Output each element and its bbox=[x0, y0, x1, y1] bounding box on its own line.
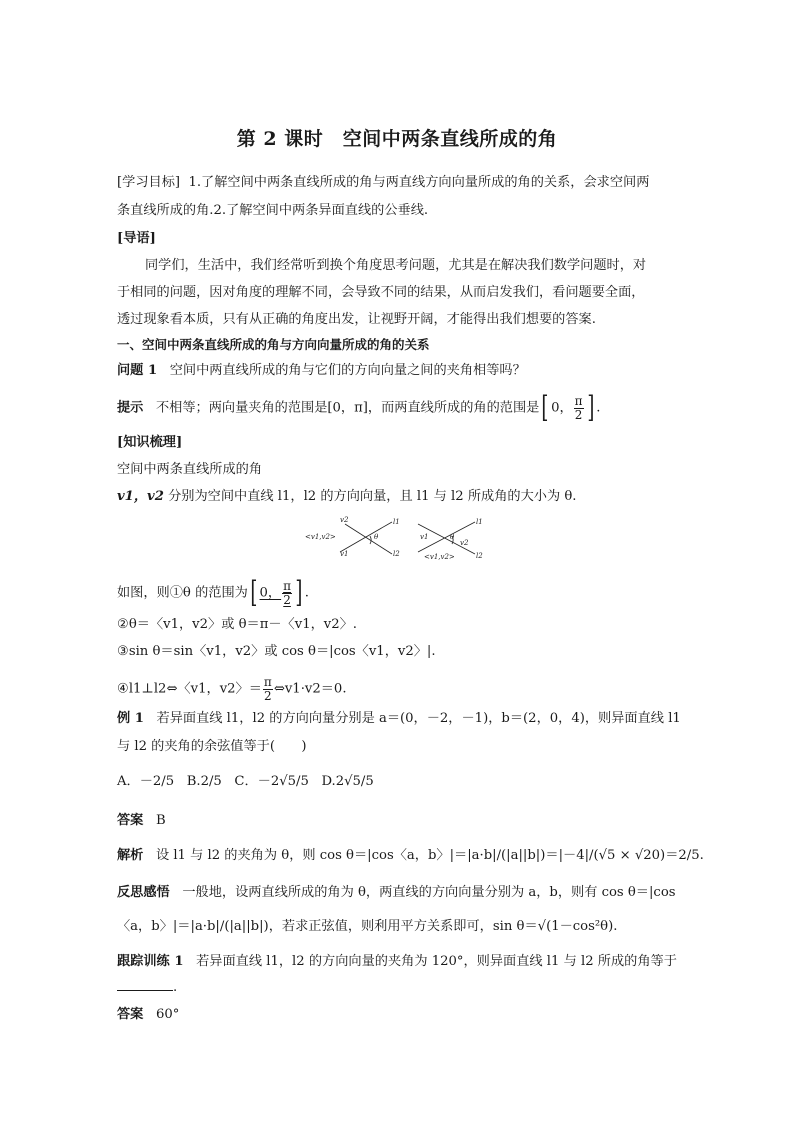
question-1 bbox=[117, 364, 526, 377]
practice-1-blank-line: . bbox=[117, 978, 177, 994]
question-1-label: 问题 1 bbox=[117, 363, 158, 378]
objectives-text-1: 1.了解空间中两条直线所成的角与两直线方向向量所成的角的关系，会求空间两 bbox=[188, 175, 650, 190]
fig-l2-left: l2 bbox=[393, 550, 400, 558]
hint-text: 不相等；两向量夹角的范围是[0，π]，而两直线所成的角的范围是 bbox=[155, 400, 540, 416]
item1-left-bracket: [ bbox=[250, 575, 258, 610]
item4-prefix: ④l1⊥l2⇔〈v1，v2〉＝ bbox=[117, 681, 262, 697]
vector-names: v1，v2 bbox=[117, 489, 164, 504]
reflection-line-1 bbox=[117, 886, 676, 899]
fig-l2-right: l2 bbox=[476, 552, 483, 560]
reflection-text-1: 一般地，设两直线所成的角为 θ，两直线的方向向量分别为 a，b，则有 cos θ＝|cos bbox=[182, 885, 676, 900]
fig-theta-right: θ bbox=[450, 533, 455, 541]
objectives-text-2: 条直线所成的角.2.了解空间中两条异面直线的公垂线. bbox=[117, 203, 429, 218]
option-c: C．－2√5/5 bbox=[234, 774, 309, 789]
practice-1-line-1 bbox=[117, 955, 677, 968]
item1-fraction bbox=[282, 580, 292, 606]
example-1-answer bbox=[117, 814, 166, 827]
fig-l1-left: l1 bbox=[393, 518, 400, 526]
intro-paragraph-2: 于相同的问题，因对角度的理解不同，会导致不同的结果，从而启发我们，看问题要全面， bbox=[117, 285, 645, 300]
objectives-label: [学习目标] bbox=[117, 175, 181, 190]
answer-value: B bbox=[155, 813, 166, 828]
example-1-options bbox=[117, 775, 374, 788]
item4-suffix: ⇔v1·v2＝0. bbox=[273, 681, 347, 697]
objectives-line-1 bbox=[117, 176, 649, 189]
option-b: B.2/5 bbox=[186, 774, 222, 789]
fig-v2-right: v2 bbox=[460, 539, 469, 547]
line-l2-left bbox=[345, 524, 392, 554]
item1-fraction-den: 2 bbox=[283, 592, 291, 607]
fig-angle-left: <v1,v2> bbox=[305, 533, 336, 541]
answer-label: 答案 bbox=[117, 813, 144, 828]
item1-range-start: 0， bbox=[259, 585, 282, 601]
hint-range-start: 0， bbox=[551, 400, 573, 416]
item1-right-bracket: ] bbox=[295, 575, 303, 610]
reflection-label: 反思感悟 bbox=[117, 885, 170, 900]
page-title: 第 2 课时 空间中两条直线所成的角 bbox=[236, 128, 558, 150]
example-1-text-2: 与 l2 的夹角的余弦值等于( ) bbox=[117, 739, 307, 754]
knowledge-item-2: ②θ＝〈v1，v2〉或 θ＝π－〈v1，v2〉. bbox=[117, 617, 357, 632]
line-l1-left bbox=[340, 522, 392, 552]
option-d: D.2√5/5 bbox=[321, 774, 374, 789]
example-1-line-1 bbox=[117, 712, 681, 725]
practice-1-label: 跟踪训练 1 bbox=[117, 954, 184, 969]
example-1-analysis bbox=[117, 849, 704, 862]
fig-v2-left: v2 bbox=[340, 516, 349, 524]
v2-label: v2 bbox=[147, 489, 164, 504]
knowledge-label: [知识梳理] bbox=[117, 435, 183, 450]
knowledge-item-3: ③sin θ＝sin〈v1，v2〉或 cos θ＝|cos〈v1，v2〉|. bbox=[117, 644, 436, 659]
hint-fraction-num: π bbox=[574, 393, 583, 408]
fig-v1-left: v1 bbox=[340, 550, 349, 558]
item4-fraction-num: π bbox=[263, 675, 272, 689]
right-bracket: ] bbox=[586, 390, 594, 425]
knowledge-item-1: 如图，则①θ 的范围为[ 0， $\frac{\pi}{2}$ ] . bbox=[117, 575, 309, 610]
item4-fraction-den: 2 bbox=[264, 688, 272, 703]
intro-label: [导语] bbox=[117, 231, 156, 246]
v1-label: v1 bbox=[117, 489, 134, 504]
item4-fraction bbox=[263, 676, 273, 702]
intro-paragraph-1: 同学们，生活中，我们经常听到换个角度思考问题，尤其是在解决我们数学问题时，对 bbox=[145, 258, 647, 273]
analysis-text: 设 l1 与 l2 的夹角为 θ，则 cos θ＝|cos〈a，b〉|＝|a·b|/(|a||b|)＝|－4|/(√5 × √20)＝2/5. bbox=[155, 848, 704, 863]
reflection-text-2: 〈a，b〉|＝|a·b|/(|a||b|)，若求正弦值，则利用平方关系即可，sin θ＝√(1－cos²θ). bbox=[117, 919, 618, 934]
knowledge-intro-text: 分别为空间中直线 l1，l2 的方向向量，且 l1 与 l2 所成角的大小为 θ. bbox=[168, 489, 577, 504]
answer-blank bbox=[117, 978, 173, 991]
intro-paragraph-3: 透过现象看本质，只有从正确的角度出发，让视野开阔，才能得出我们想要的答案. bbox=[117, 312, 596, 327]
practice-1-text: 若异面直线 l1，l2 的方向向量的夹角为 120°，则异面直线 l1 与 l2 所成的角等于 bbox=[196, 954, 677, 969]
section-heading-1: 一、空间中两条直线所成的角与方向向量所成的角的关系 bbox=[117, 337, 430, 352]
hint-fraction-den: 2 bbox=[574, 407, 583, 422]
left-bracket: [ bbox=[541, 390, 549, 425]
option-a: A．－2/5 bbox=[117, 774, 175, 789]
fig-l1-right: l1 bbox=[476, 518, 483, 526]
knowledge-heading: 空间中两条直线所成的角 bbox=[117, 462, 263, 477]
hint: 提示 不相等；两向量夹角的范围是[0，π]，而两直线所成的角的范围是[ 0， $\frac{\pi}{2}$ ] . bbox=[117, 390, 601, 425]
practice-answer-label: 答案 bbox=[117, 1007, 144, 1022]
fig-v1-right: v1 bbox=[420, 533, 429, 541]
practice-answer-value: 60° bbox=[155, 1007, 180, 1022]
question-1-text: 空间中两直线所成的角与它们的方向向量之间的夹角相等吗？ bbox=[169, 363, 526, 378]
analysis-label: 解析 bbox=[117, 848, 144, 863]
direction-vector-figure bbox=[300, 512, 500, 562]
example-1-label: 例 1 bbox=[117, 711, 144, 726]
knowledge-intro bbox=[117, 490, 576, 503]
hint-label: 提示 bbox=[117, 400, 144, 416]
fig-theta-left: θ bbox=[374, 533, 379, 541]
item1-prefix: 如图，则①θ 的范围为 bbox=[117, 585, 248, 601]
fig-angle-right: <v1,v2> bbox=[424, 553, 455, 561]
hint-fraction bbox=[574, 395, 584, 421]
knowledge-item-4 bbox=[117, 676, 347, 702]
item1-fraction-num: π bbox=[283, 578, 292, 593]
example-1-text-1: 若异面直线 l1，l2 的方向向量分别是 a＝(0，－2，－1)，b＝(2，0，4)，则异面直线 l1 bbox=[156, 711, 681, 726]
practice-1-answer bbox=[117, 1008, 179, 1021]
